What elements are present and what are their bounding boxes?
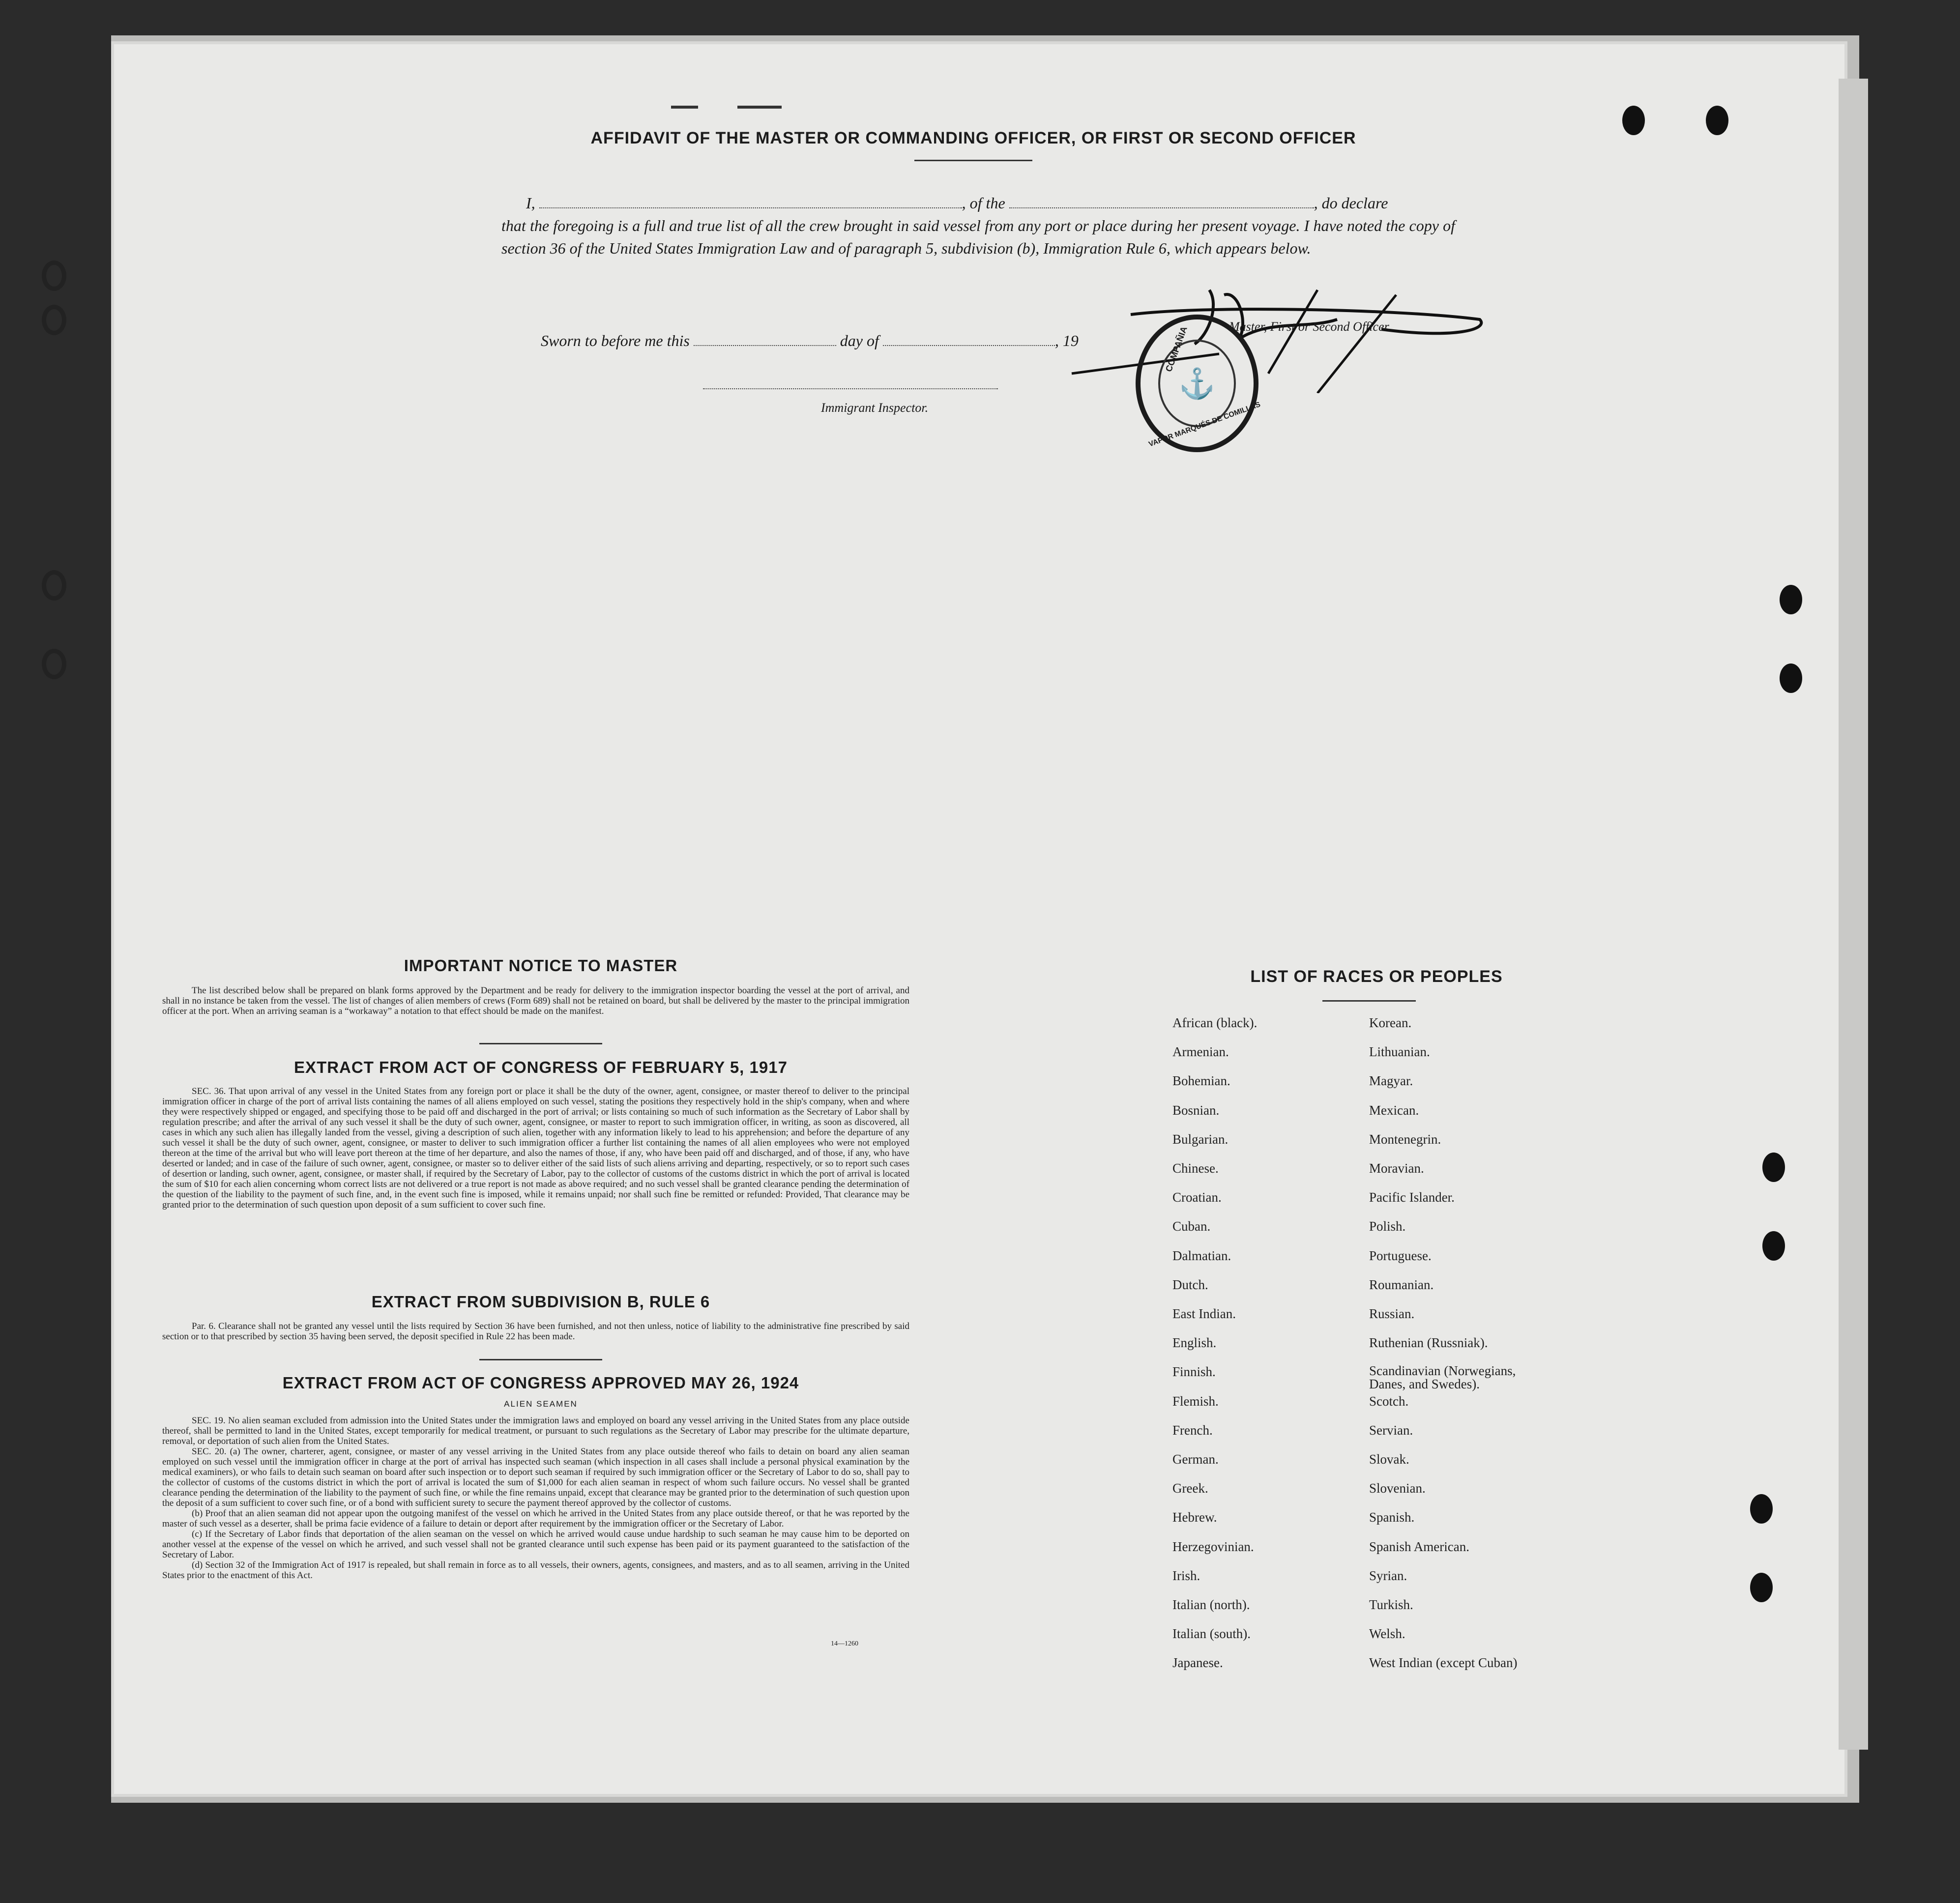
punch-hole	[1622, 106, 1645, 135]
race-item: Flemish.	[1172, 1393, 1219, 1409]
race-item: Mexican.	[1369, 1102, 1419, 1118]
race-item: Hebrew.	[1172, 1510, 1217, 1525]
affidavit-text	[501, 192, 1455, 260]
race-item: Finnish.	[1172, 1364, 1216, 1380]
race-item: Servian.	[1369, 1422, 1413, 1438]
race-item: Japanese.	[1172, 1655, 1223, 1671]
anchor-icon: ⚓	[1178, 367, 1216, 400]
sec20d-text: (d) Section 32 of the Immigration Act of 1917 is repealed, but shall remain in force as to all vessels, their owners, agents, consignees, and masters, and as to all seamen, arriving in the United States prior to the enactment of this Act.	[162, 1560, 909, 1581]
extract-1924-title: EXTRACT FROM ACT OF CONGRESS APPROVED MAY 26, 1924	[282, 1374, 799, 1392]
race-item: Armenian.	[1172, 1044, 1229, 1060]
race-item: Greek.	[1172, 1481, 1208, 1496]
race-item: Turkish.	[1369, 1597, 1413, 1612]
affidavit-title: AFFIDAVIT OF THE MASTER OR COMMANDING OFFICER, OR FIRST OR SECOND OFFICER	[590, 129, 1356, 147]
name-field[interactable]	[539, 207, 962, 208]
race-item: West Indian (except Cuban)	[1369, 1655, 1518, 1671]
race-item: East Indian.	[1172, 1306, 1236, 1321]
top-rule	[737, 106, 782, 109]
year-prefix: , 19	[1054, 332, 1079, 349]
punch-hole	[1750, 1494, 1773, 1524]
punch-hole	[42, 570, 66, 601]
punch-hole	[42, 649, 66, 679]
inspector-label: Immigrant Inspector.	[821, 401, 929, 415]
race-item: Scotch.	[1369, 1393, 1409, 1409]
race-item: Chinese.	[1172, 1161, 1219, 1176]
race-item: Cuban.	[1172, 1219, 1211, 1234]
race-item: Magyar.	[1369, 1073, 1413, 1089]
race-item: Montenegrin.	[1369, 1131, 1441, 1147]
day-of-label: day of	[840, 332, 879, 349]
affidavit-body: that the foregoing is a full and true list of all the crew brought in said vessel from any port or place during her present voyage. I have noted the copy of section 36 of the United States Immigration Law and of paragraph 5, subdivision (b), Immigration Rule 6, which appears below.	[501, 217, 1455, 257]
day-field[interactable]	[694, 345, 836, 346]
race-item: Spanish.	[1369, 1510, 1415, 1525]
signature	[1062, 275, 1494, 393]
punch-hole	[1780, 663, 1802, 693]
declare-i: I,	[526, 194, 535, 212]
race-item: Slovenian.	[1369, 1481, 1426, 1496]
race-item: Slovak.	[1369, 1452, 1409, 1467]
alien-seamen-subtitle: ALIEN SEAMEN	[504, 1399, 578, 1409]
signature-label: Master, First or Second Officer.	[1229, 319, 1391, 334]
race-item: Italian (north).	[1172, 1597, 1250, 1612]
race-item: Spanish American.	[1369, 1539, 1469, 1554]
race-item: Russian.	[1369, 1306, 1415, 1321]
punch-hole	[1762, 1231, 1785, 1261]
punch-hole	[1706, 106, 1728, 135]
extract-1924-body	[162, 1415, 909, 1581]
race-item: German.	[1172, 1452, 1219, 1467]
races-title-underline	[1322, 1000, 1416, 1002]
race-item: Bulgarian.	[1172, 1131, 1229, 1147]
extract-1917-body: SEC. 36. That upon arrival of any vessel in the United States from any foreign port or place it shall be the duty of the owner, agent, consignee, or master thereof to deliver to the principal immigration officer in charge of the port of arrival lists containing the names of all aliens employed on such vessel, stating the positions they respectively hold in the ship's company, when and where they were respectively shipped or engaged, and specifying those to be paid off and discharged in the port of arrival; or lists containing so much of such information as the Secretary of Labor shall by regulation prescribe; and after the arrival of any such vessel it shall be the duty of such owner, agent, consignee, or master to report to such immigration officer, in writing, as soon as discovered, all cases in which any such alien has illegally landed from the vessel, giving a description of such alien, together with any information likely to lead to his apprehension; and before the departure of any such vessel it shall be the duty of such owner, agent, consignee, or master to deliver to such immigration officer a further list containing the names of all alien employees who were not employed thereon at the time of the arrival but who will leave port thereon at the time of her departure, and also the names of those, if any, who have been paid off and discharged, and of those, if any, who have deserted or landed; and in case of the failure of such owner, agent, consignee, or master so to deliver either of the said lists of such aliens arriving and departing, respectively, or so to report such cases of desertion or landing, such owner, agent, consignee, or master shall, if required by the Secretary of Labor, pay to the collector of customs of the customs district in which the port of arrival is located the sum of $10 for each alien concerning whom correct lists are not delivered or a true report is not made as above required; and no such vessel shall be granted clearance pending the determination of the question of the liability to the payment of such fine, and, in the event such fine is imposed, while it remains unpaid; nor shall such fine be remitted or refunded: Provided, That clearance may be granted prior to the determination of such question upon deposit of a sum sufficient to cover such fine.	[162, 1086, 909, 1210]
punch-hole	[42, 260, 66, 291]
race-item: Syrian.	[1369, 1568, 1407, 1583]
notice-body: The list described below shall be prepared on blank forms approved by the Department and be ready for delivery to the immigration inspector boarding the vessel at the port of arrival, and shall in no instance be taken from the vessel. The list of changes of alien members of crews (Form 689) shall not be retained on board, but shall be delivered by the master to the principal immigration officer at the port. When an arriving seaman is a “workaway” a notation to that effect should be made on the manifest.	[162, 985, 909, 1016]
sworn-label: Sworn to before me this	[541, 332, 690, 349]
rule6-body: Par. 6. Clearance shall not be granted any vessel until the lists required by Section 36 have been furnished, and not then unless, notice of liability to the administrative fine prescribed by said section or to that prescribed by section 35 having been served, the deposit specified in Rule 22 has been made.	[162, 1321, 909, 1342]
sec20b-text: (b) Proof that an alien seaman did not appear upon the outgoing manifest of the vessel on which he arrived in the United States from any place outside thereof, or that he was reported by the master of such vessel as a deserter, shall be prima facie evidence of a failure to detain or deport after requirement by the immigration officer or the Secretary of Labor.	[162, 1508, 909, 1529]
inspector-signature-line	[703, 388, 998, 389]
stamp-text-bottom: VAPOR MARQUÉS DE COMILLAS	[1147, 400, 1262, 449]
rule6-title: EXTRACT FROM SUBDIVISION B, RULE 6	[371, 1293, 710, 1311]
sec20a-text: SEC. 20. (a) The owner, charterer, agent, consignee, or master of any vessel arriving in the United States from any place outside thereof who fails to detain on board any alien seaman employed on such vessel until the immigration officer in charge at the port of arrival has inspected such seaman (which inspection in all cases shall include a personal physical examination by the medical examiners), or who fails to detain such seaman on board after such inspection or to deport such seaman if required by such immigration officer or the Secretary of Labor to do so, shall pay to the collector of customs of the customs district in which the port of arrival is located the sum of $1,000 for each alien seaman in respect of whom such failure occurs. No vessel shall be granted clearance pending the determination of the liability to the payment of such fine, or while the fine remains unpaid, except that clearance may be granted prior to the determination of such question upon the deposit of a sum sufficient to cover such fine, or of a bond with sufficient surety to secure the payment thereof approved by the collector of customs.	[162, 1446, 909, 1508]
declare-of: , of the	[962, 194, 1005, 212]
form-number: 14—1260	[831, 1640, 858, 1647]
race-item: Herzegovinian.	[1172, 1539, 1254, 1554]
month-field[interactable]	[883, 345, 1055, 346]
sec19-text: SEC. 19. No alien seaman excluded from admission into the United States under the immigration laws and employed on board any vessel arriving in the United States from any place outside thereof, shall be permitted to land in the United States, except temporarily for medical treatment, or pursuant to such regulations as the Secretary of Labor may prescribe for the ultimate departure, removal, or deportation of such alien from the United States.	[162, 1415, 909, 1446]
race-item: Portuguese.	[1369, 1248, 1432, 1263]
notice-title: IMPORTANT NOTICE TO MASTER	[404, 956, 678, 975]
race-item: Roumanian.	[1369, 1277, 1434, 1292]
sec20c-text: (c) If the Secretary of Labor finds that deportation of the alien seaman on the vessel on which he arrived would cause undue hardship to such seaman he may cause him to be deported on another vessel at the expense of the vessel on which he arrived, and such vessel shall not be granted clearance until such expense has been paid or its payment guaranteed to the satisfaction of the Secretary of Labor.	[162, 1529, 909, 1560]
race-item: Italian (south).	[1172, 1626, 1251, 1642]
race-item: Scandinavian (Norwegians, Danes, and Swedes).	[1369, 1363, 1516, 1392]
punch-hole	[1780, 585, 1802, 614]
top-rule	[671, 106, 698, 109]
race-item: Bohemian.	[1172, 1073, 1230, 1089]
declaration-line	[501, 192, 1455, 214]
race-item: Ruthenian (Russniak).	[1369, 1335, 1488, 1351]
race-item: Polish.	[1369, 1219, 1406, 1234]
vessel-field[interactable]	[1009, 207, 1314, 208]
race-item: English.	[1172, 1335, 1217, 1351]
race-item: Bosnian.	[1172, 1102, 1220, 1118]
extract-1917-title: EXTRACT FROM ACT OF CONGRESS OF FEBRUARY 5, 1917	[294, 1058, 788, 1076]
race-item: Dalmatian.	[1172, 1248, 1231, 1263]
race-item: Welsh.	[1369, 1626, 1405, 1642]
race-item: African (black).	[1172, 1015, 1258, 1030]
section-divider	[479, 1359, 602, 1360]
race-item: Dutch.	[1172, 1277, 1208, 1292]
punch-hole	[1750, 1573, 1773, 1602]
section-divider	[479, 1043, 602, 1044]
race-item: Croatian.	[1172, 1190, 1222, 1205]
stamp-text-top: COMPAÑIA	[1163, 325, 1189, 374]
punch-hole	[1762, 1153, 1785, 1182]
page-edge	[1839, 79, 1868, 1750]
race-item: Pacific Islander.	[1369, 1190, 1455, 1205]
race-item: Korean.	[1369, 1015, 1412, 1030]
title-underline	[914, 160, 1032, 161]
declare-suffix: , do declare	[1314, 194, 1388, 212]
race-item: French.	[1172, 1422, 1213, 1438]
races-title: LIST OF RACES OR PEOPLES	[1250, 967, 1503, 986]
race-item: Lithuanian.	[1369, 1044, 1430, 1060]
race-item: Irish.	[1172, 1568, 1200, 1583]
race-item: Moravian.	[1369, 1161, 1424, 1176]
punch-hole	[42, 305, 66, 335]
